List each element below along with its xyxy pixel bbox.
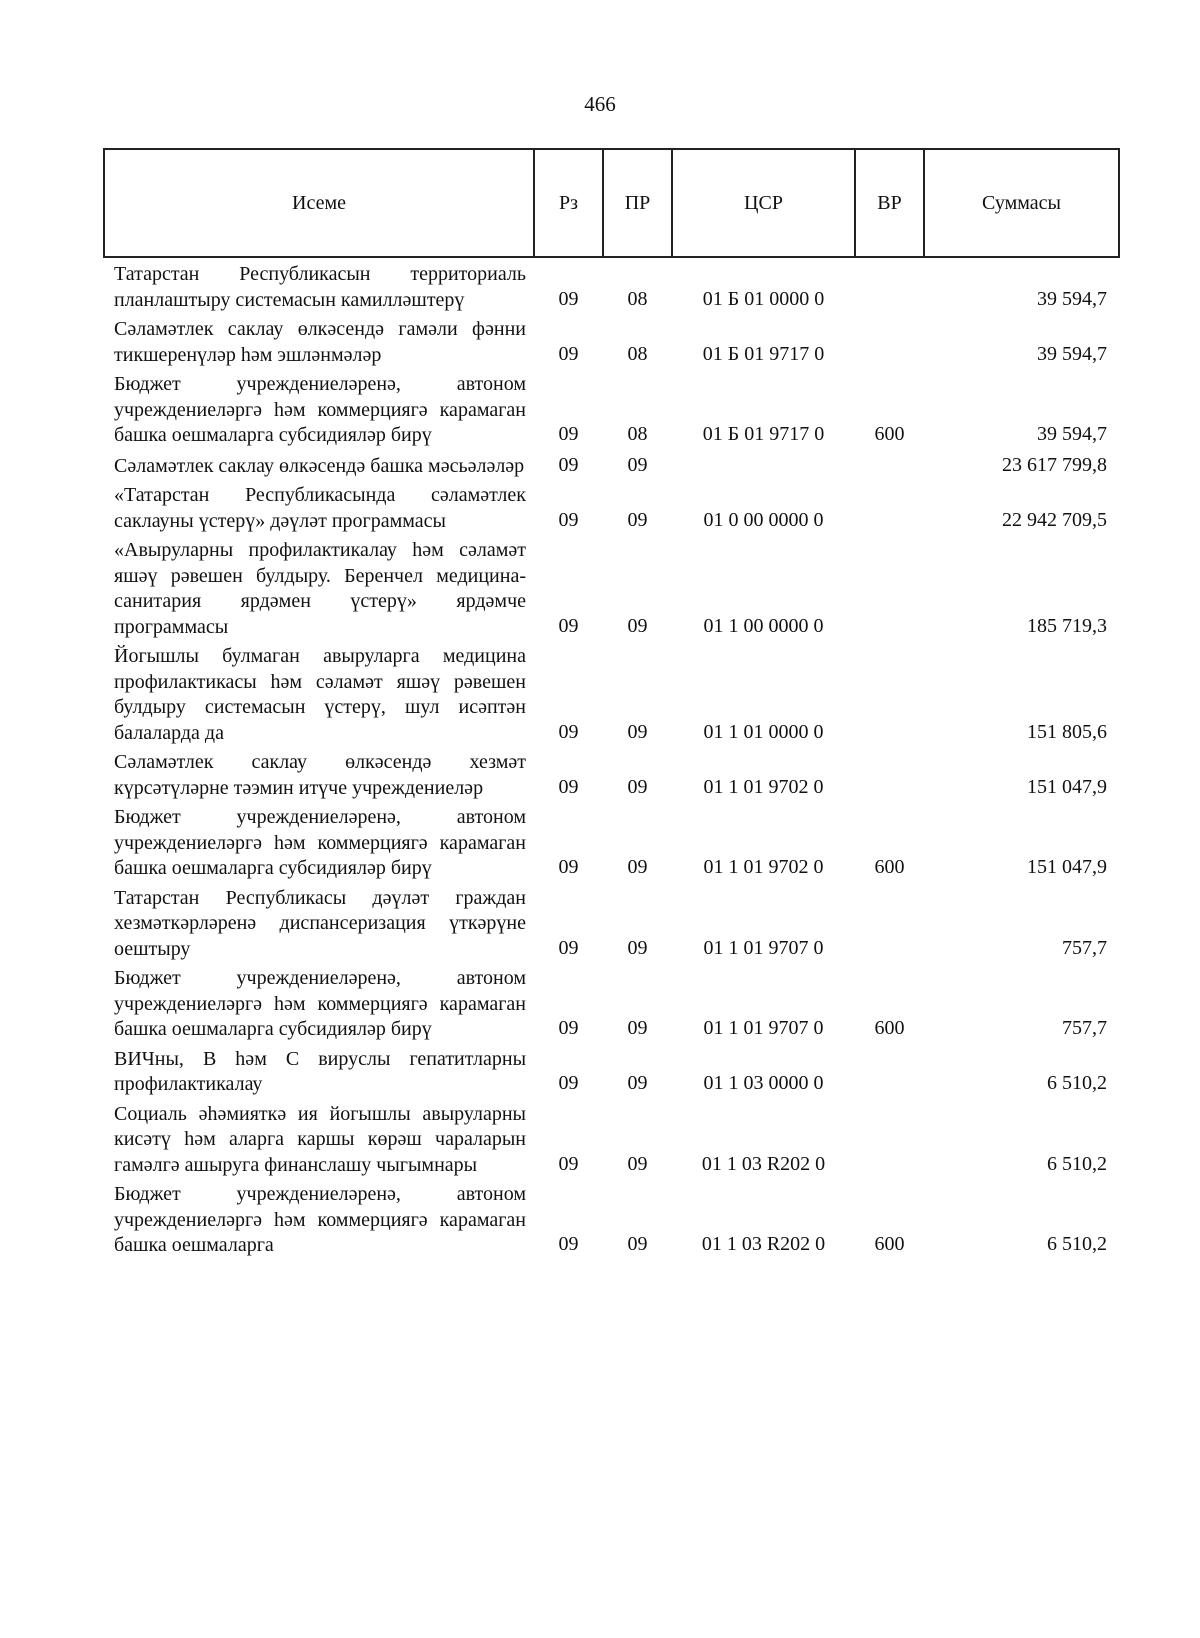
row-pr: 09	[627, 614, 648, 637]
row-vr: 600	[874, 856, 905, 878]
row-pr: 08	[627, 423, 648, 445]
row-pr: 09	[627, 1152, 648, 1175]
row-csr: 01 1 01 0000 0	[703, 720, 824, 743]
row-csr: 01 Б 01 9717 0	[702, 423, 825, 445]
row-csr: 01 1 00 0000 0	[703, 614, 824, 637]
row-vr	[855, 1043, 924, 1098]
row-name: Бюджет учреждениеләренә, автоном учреждениеләргә һәм коммерциягә карамаган башка оешмаларга субсидияләр бирү	[114, 806, 526, 879]
row-vr	[855, 534, 924, 640]
row-csr: 01 1 01 9702 0	[703, 775, 824, 798]
row-csr: 01 1 01 9702 0	[703, 856, 824, 878]
row-rz: 09	[558, 342, 579, 365]
row-name: Сәламәтлек саклау өлкәсендә башка мәсьәләләр	[114, 454, 525, 477]
row-sum: 185 719,3	[1027, 614, 1107, 637]
row-vr	[855, 882, 924, 963]
row-name: Бюджет учреждениеләренә, автоном учреждениеләргә һәм коммерциягә карамаган башка оешмаларга субсидияләр бирү	[114, 373, 526, 446]
header-vr: ВР	[855, 149, 924, 257]
row-vr	[855, 257, 924, 313]
row-name: Татарстан Республикасын территориаль планлаштыру системасын камилләштерү	[114, 263, 526, 311]
row-sum: 39 594,7	[1037, 342, 1107, 365]
row-vr: 600	[874, 1017, 905, 1039]
row-rz: 09	[558, 1152, 579, 1175]
row-vr	[855, 640, 924, 746]
row-sum: 151 047,9	[1027, 775, 1107, 798]
row-sum: 22 942 709,5	[1002, 508, 1107, 531]
row-vr: 600	[874, 1233, 905, 1255]
row-sum: 6 510,2	[1047, 1072, 1107, 1094]
row-sum: 757,7	[1062, 936, 1107, 959]
row-pr: 08	[627, 287, 648, 310]
row-csr: 01 1 03 R202 0	[701, 1152, 826, 1175]
table-row	[104, 449, 1119, 480]
row-name: Татарстан Республикасы дәүләт граждан хезмәткәрләренә диспансеризация үткәрүне оештыру	[114, 886, 526, 960]
row-rz: 09	[558, 508, 579, 531]
row-pr: 09	[627, 508, 648, 531]
row-name: ВИЧны, В һәм С вируслы гепатитларны профилактикалау	[114, 1047, 526, 1095]
table-row	[104, 479, 1119, 534]
row-name: Сәламәтлек саклау өлкәсендә хезмәт күрсәтүләрне тәэмин итүче учреждениеләр	[114, 751, 526, 799]
row-csr: 01 Б 01 0000 0	[702, 287, 825, 310]
header-rz: Рз	[534, 149, 603, 257]
row-rz: 09	[558, 856, 579, 878]
row-rz: 09	[558, 936, 579, 959]
row-pr: 09	[627, 453, 648, 476]
header-csr: ЦСР	[672, 149, 855, 257]
row-csr: 01 1 03 0000 0	[703, 1072, 824, 1094]
row-vr	[855, 479, 924, 534]
table-row	[104, 534, 1119, 640]
table-body	[104, 257, 1119, 1259]
row-sum: 23 617 799,8	[1002, 453, 1107, 476]
row-rz: 09	[558, 1072, 579, 1094]
row-name: Бюджет учреждениеләренә, автоном учреждениеләргә һәм коммерциягә карамаган башка оешмаларга	[114, 1183, 526, 1256]
table-row	[104, 882, 1119, 963]
row-name: «Татарстан Республикасында сәламәтлек саклауны үстерү» дәүләт программасы	[114, 484, 526, 532]
table-row	[104, 368, 1119, 449]
budget-table	[103, 148, 1120, 1259]
row-pr: 09	[627, 936, 648, 959]
row-name: Социаль әһәмияткә ия йогышлы авыруларны кисәтү һәм аларга каршы көрәш чараларын гамәлгә ашыруга финанслашу чыгымнары	[114, 1102, 526, 1176]
row-pr: 08	[627, 342, 648, 365]
row-pr: 09	[627, 1233, 648, 1255]
table-row	[104, 746, 1119, 801]
row-sum: 757,7	[1062, 1017, 1107, 1039]
table-row	[104, 1098, 1119, 1179]
row-sum: 151 047,9	[1027, 856, 1107, 878]
header-name: Исеме	[104, 149, 534, 257]
row-pr: 09	[627, 720, 648, 743]
row-csr: 01 1 01 9707 0	[703, 936, 824, 959]
row-vr: 600	[874, 423, 905, 445]
row-csr: 01 0 00 0000 0	[703, 508, 824, 531]
table-row	[104, 962, 1119, 1043]
row-name: Йогышлы булмаган авыруларга медицина профилактикасы һәм сәламәт яшәү рәвешен булдыру системасын үстерү, шул исәптән балаларда да	[114, 645, 526, 744]
table-row	[104, 313, 1119, 368]
page-number: 466	[584, 92, 616, 116]
row-rz: 09	[558, 453, 579, 476]
row-csr: 01 1 01 9707 0	[703, 1017, 824, 1039]
table-row	[104, 801, 1119, 882]
row-sum: 39 594,7	[1037, 287, 1107, 310]
row-vr	[855, 746, 924, 801]
row-name: Сәламәтлек саклау өлкәсендә гамәли фәнни тикшеренүләр һәм эшләнмәләр	[114, 318, 526, 366]
row-rz: 09	[558, 1017, 579, 1039]
row-pr: 09	[627, 775, 648, 798]
table-header-row	[104, 149, 1119, 257]
row-pr: 09	[627, 1072, 648, 1094]
row-pr: 09	[627, 856, 648, 878]
row-sum: 151 805,6	[1027, 720, 1107, 743]
row-rz: 09	[558, 1233, 579, 1255]
row-name: Бюджет учреждениеләренә, автоном учреждениеләргә һәм коммерциягә карамаган башка оешмаларга субсидияләр бирү	[114, 967, 526, 1040]
row-sum: 39 594,7	[1037, 423, 1107, 445]
table-row	[104, 257, 1119, 313]
row-csr: 01 1 03 R202 0	[701, 1233, 826, 1255]
table-row	[104, 1043, 1119, 1098]
row-rz: 09	[558, 614, 579, 637]
row-vr	[855, 1098, 924, 1179]
row-csr	[672, 449, 855, 480]
row-name: «Авыруларны профилактикалау һәм сәламәт яшәү рәвешен булдыру. Беренчел медицина-санитария ярдәмен үстерү» ярдәмче программасы	[114, 539, 526, 638]
row-rz: 09	[558, 287, 579, 310]
header-sum: Суммасы	[924, 149, 1119, 257]
row-rz: 09	[558, 423, 579, 445]
table-row	[104, 1178, 1119, 1259]
row-rz: 09	[558, 720, 579, 743]
row-vr	[855, 449, 924, 480]
row-sum: 6 510,2	[1047, 1152, 1107, 1175]
table-row	[104, 640, 1119, 746]
row-csr: 01 Б 01 9717 0	[702, 342, 825, 365]
header-pr: ПР	[603, 149, 672, 257]
row-vr	[855, 313, 924, 368]
row-rz: 09	[558, 775, 579, 798]
row-pr: 09	[627, 1017, 648, 1039]
row-sum: 6 510,2	[1047, 1233, 1107, 1255]
